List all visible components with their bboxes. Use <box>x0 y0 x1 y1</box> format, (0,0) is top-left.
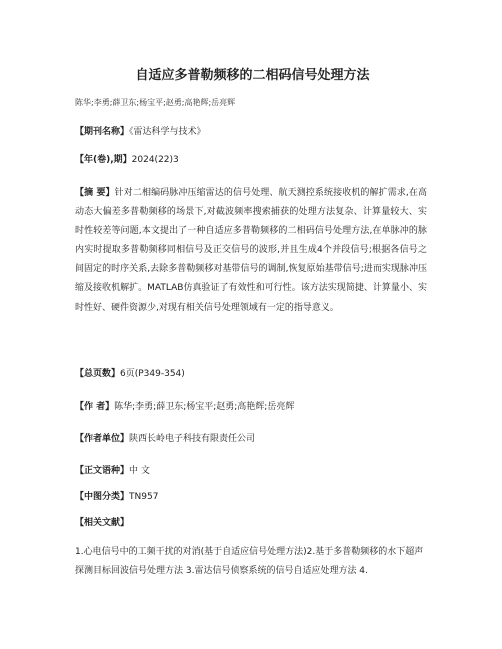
references-text: 1.心电信号中的工频干扰的对消(基于自适应信号处理方法)2.基于多普勒频移的水下超声探测目标回波信号处理方法 3.雷达信号侦察系统的信号自适应处理方法 4. <box>75 547 424 576</box>
pages-value: 6页(P349-354) <box>120 369 185 379</box>
author-field-label: 【作 者】 <box>75 402 115 412</box>
author-field-value: 陈华;李勇;薛卫东;杨宝平;赵勇;高艳辉;岳亮辉 <box>114 402 295 412</box>
year-issue-field <box>75 151 430 170</box>
language-value: 中 文 <box>129 466 150 476</box>
affiliation-field <box>75 430 430 449</box>
language-field <box>75 462 430 481</box>
abstract-text: 针对二相编码脉冲压缩雷达的信号处理、航天测控系统接收机的解扩需求,在高动态大偏差多普勒频移的场景下,对截波频率搜索捕获的处理方法复杂、计算量较大、实时性较差等问题,本文提出了一种自适应多普勒频移的二相码信号处理方法,在单脉冲的脉内实时提取多普勒频移同相信号及正交信号的波形,并且生成4个并段信号;根据各信号之间固定的时序关系,去除多普勒频移对基带信号的调制,恢复原始基带信号;进而实现脉冲压缩及接收机解扩。MATLAB仿真验证了有效性和可行性。该方法实现简捷、计算量小、实时性好、硬件资源少,对现有相关信号处理领域有一定的指导意义。 <box>75 188 427 313</box>
journal-value: 《雷达科学与技术》 <box>129 127 206 137</box>
language-label: 【正文语种】 <box>75 466 130 476</box>
pages-label: 【总页数】 <box>75 369 121 379</box>
references-field <box>75 514 430 533</box>
author-field <box>75 398 430 417</box>
abstract-block <box>75 184 427 318</box>
journal-label: 【期刊名称】 <box>75 127 130 137</box>
author-line: 陈华;李勇;薛卫东;杨宝平;赵勇;高艳辉;岳亮辉 <box>75 98 236 107</box>
affiliation-label: 【作者单位】 <box>75 434 130 444</box>
classification-field <box>75 488 430 507</box>
classification-value: TN957 <box>129 492 159 502</box>
classification-label: 【中图分类】 <box>75 492 130 502</box>
references-label: 【相关文献】 <box>75 518 130 528</box>
year-issue-value: 2024(22)3 <box>131 155 179 165</box>
journal-field <box>75 123 430 142</box>
pages-field <box>75 365 430 384</box>
affiliation-value: 陕西长岭电子科技有限责任公司 <box>129 434 256 444</box>
page-title: 自适应多普勒频移的二相码信号处理方法 <box>135 68 370 83</box>
abstract-label: 【摘 要】 <box>75 188 115 198</box>
year-issue-label: 【年(卷),期】 <box>75 155 132 165</box>
